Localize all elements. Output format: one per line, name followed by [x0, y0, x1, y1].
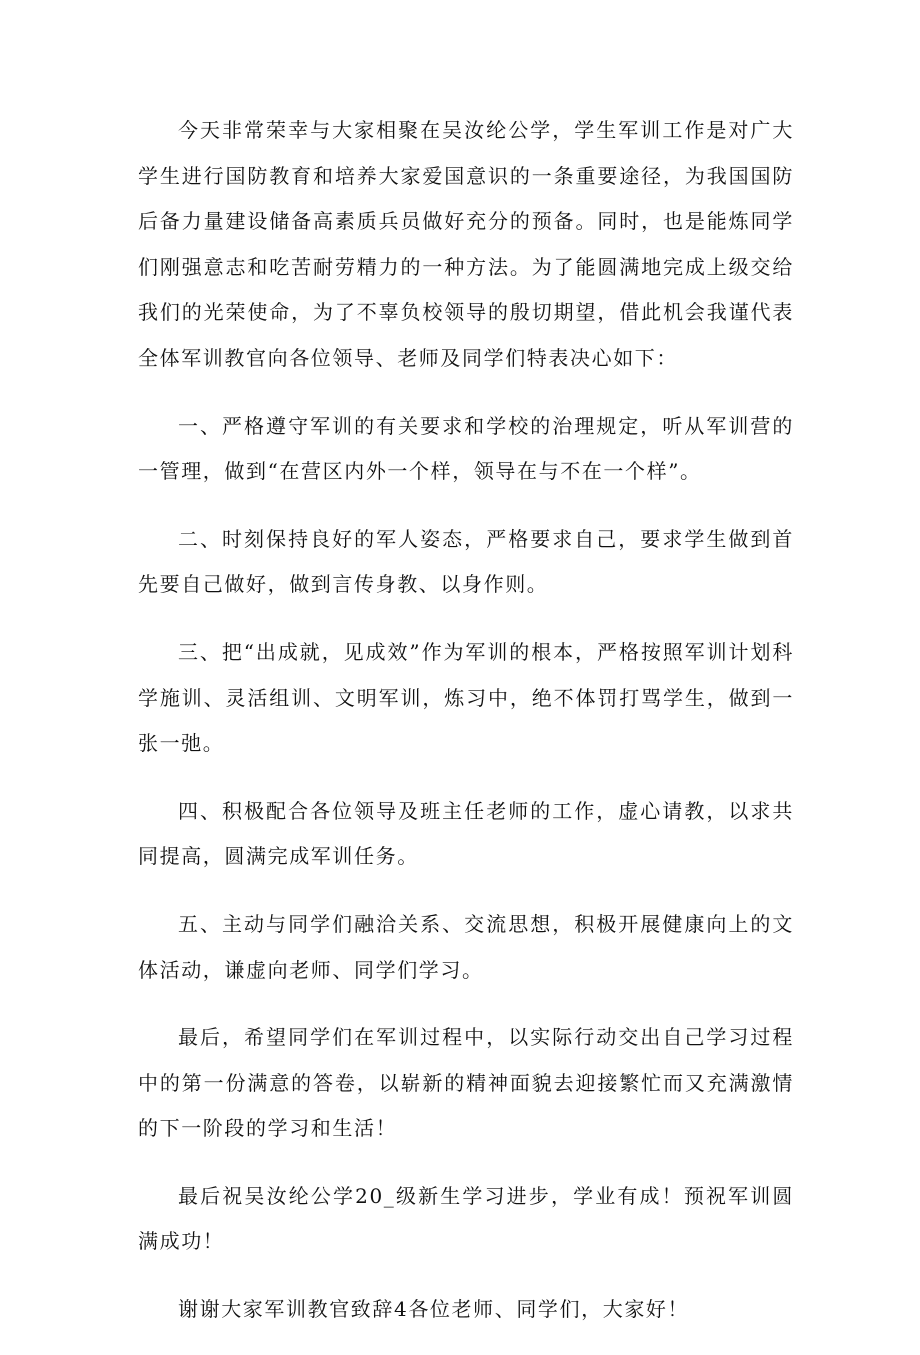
- paragraph-intro: 今天非常荣幸与大家相聚在吴汝纶公学，学生军训工作是对广大学生进行国防教育和培养大家爱国意识的一条重要途径，为我国国防后备力量建设储备高素质兵员做好充分的预备。同时，也是能炼同学们刚强意志和吃苦耐劳精力的一种方法。为了能圆满地完成上级交给我们的光荣使命，为了不辜负校领导的殷切期望，借此机会我谨代表全体军训教官向各位领导、老师及同学们特表决心如下：: [138, 118, 794, 370]
- paragraph-closing: 最后，希望同学们在军训过程中，以实际行动交出自己学习过程中的第一份满意的答卷，以崭新的精神面貌去迎接繁忙而又充满激情的下一阶段的学习和生活！: [138, 1025, 794, 1141]
- paragraph-pledge-3: 三、把“出成就，见成效”作为军训的根本，严格按照军训计划科学施训、灵活组训、文明军训，炼习中，绝不体罚打骂学生，做到一张一弛。: [138, 639, 794, 756]
- document-body: [138, 108, 794, 1355]
- paragraph-pledge-1: 一、严格遵守军训的有关要求和学校的治理规定，听从军训营的一管理，做到“在营区内外一个样，领导在与不在一个样”。: [138, 413, 794, 484]
- paragraph-pledge-2: 二、时刻保持良好的军人姿态，严格要求自己，要求学生做到首先要自己做好，做到言传身教、以身作则。: [138, 526, 794, 597]
- paragraph-pledge-5: 五、主动与同学们融洽关系、交流思想，积极开展健康向上的文体活动，谦虚向老师、同学们学习。: [138, 911, 794, 982]
- paragraph-wishes: 最后祝吴汝纶公学20_级新生学习进步，学业有成！预祝军训圆满成功！: [138, 1183, 794, 1254]
- paragraph-pledge-4: 四、积极配合各位领导及班主任老师的工作，虚心请教，以求共同提高，圆满完成军训任务。: [138, 798, 794, 869]
- paragraph-thanks: 谢谢大家军训教官致辞4各位老师、同学们，大家好！: [178, 1297, 690, 1322]
